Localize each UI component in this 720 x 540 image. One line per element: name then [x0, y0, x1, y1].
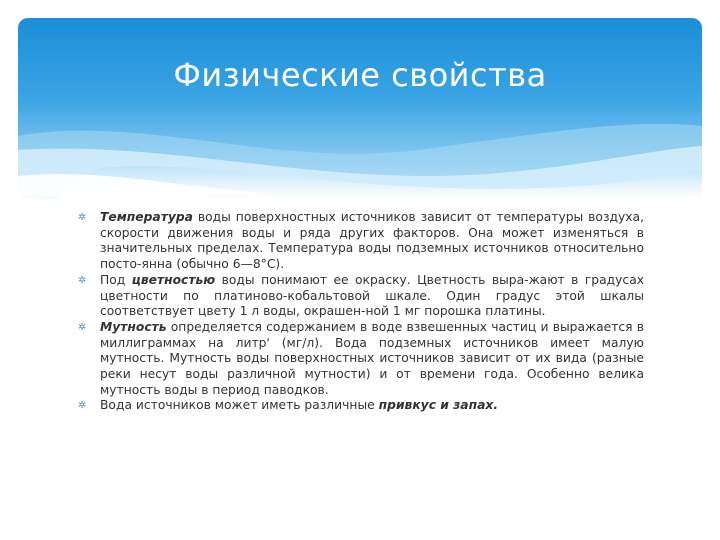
term-taste-smell: привкус и запах. [378, 398, 499, 413]
term-temperature: Температура [100, 210, 193, 224]
bullet-taste-smell [78, 398, 644, 414]
bullet-temperature [78, 210, 644, 273]
slide-title: Физические свойства [173, 56, 547, 94]
bullet-prefix: Вода источников может иметь различные [100, 398, 379, 413]
term-color: цветностью [131, 272, 216, 287]
term-turbidity: Мутность [100, 319, 167, 334]
header-banner [18, 18, 702, 198]
bullet-text: определяется содержанием в воде взвешенных частиц и выражается в миллиграммах на литр' (мг/л). Вода подземных источников имеет малую мутность. Мутность воды поверхностных источников зависит от их вида (разные реки несут воды различной мутности) и от времени года. Особенно велика мутность воды в период паводков. [100, 319, 644, 397]
bullet-color [78, 273, 644, 320]
bullet-text: воды понимают ее окраску. Цветность выра-жают в градусах цветности по платиново-кобальтовой шкале. Один градус этой шкалы соответствует цвету 1 л воды, окрашен-ной 1 мг порошка платины. [100, 272, 645, 319]
bullet-list [78, 210, 644, 414]
bullet-text: воды поверхностных источников зависит от температуры воздуха, скорости движения воды и ряда других факторов. Она может изменяться в значительных пределах. Температура воды подземных источников относительно посто-янна (обычно 6—8°С). [100, 210, 644, 272]
bullet-turbidity [78, 320, 644, 399]
star-bullet-icon: ✲ [78, 212, 87, 223]
star-bullet-icon: ✲ [78, 321, 87, 333]
water-wave-background [18, 18, 702, 198]
star-bullet-icon: ✲ [78, 400, 87, 412]
star-bullet-icon: ✲ [78, 274, 87, 286]
bullet-prefix: Под [100, 272, 132, 287]
